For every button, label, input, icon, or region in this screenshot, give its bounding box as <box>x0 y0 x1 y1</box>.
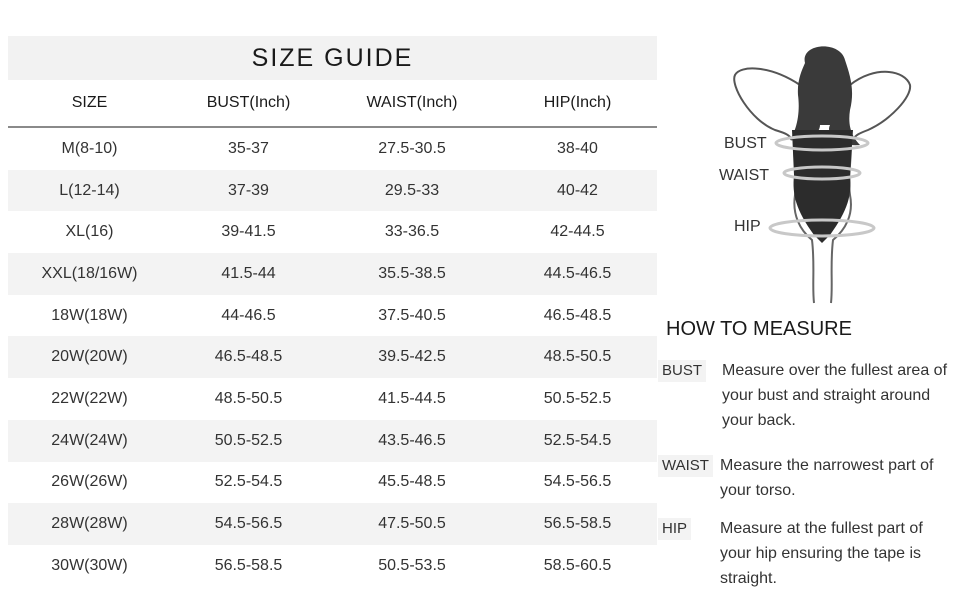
table-header <box>8 80 657 128</box>
instruction-line: your bust and straight around <box>722 387 931 404</box>
table-row <box>8 545 657 587</box>
cell-waist: 47.5-50.5 <box>378 515 446 533</box>
cell-bust: 56.5-58.5 <box>214 556 283 574</box>
cell-waist: 37.5-40.5 <box>378 306 446 324</box>
cell-size: 18W(18W) <box>51 306 128 324</box>
instruction-line: straight. <box>720 570 777 587</box>
cell-size: M(8-10) <box>61 139 118 157</box>
size-guide-table <box>8 36 657 587</box>
table-row <box>8 503 657 545</box>
instruction-label-bust: BUST <box>658 360 706 382</box>
instruction-bust <box>658 360 968 440</box>
cell-bust: 48.5-50.5 <box>214 389 283 407</box>
cell-waist: 39.5-42.5 <box>378 348 446 366</box>
cell-bust: 54.5-56.5 <box>214 515 283 533</box>
cell-hip: 58.5-60.5 <box>543 556 612 574</box>
cell-bust: 37-39 <box>228 181 269 199</box>
cell-size: XXL(18/16W) <box>41 264 138 282</box>
instruction-label-waist: WAIST <box>658 455 713 477</box>
figure-label-hip: HIP <box>734 218 761 235</box>
instruction-label-hip: HIP <box>658 518 691 540</box>
instruction-line: your hip ensuring the tape is <box>720 545 922 562</box>
cell-hip: 56.5-58.5 <box>543 515 612 533</box>
column-header-hip: HIP(Inch) <box>543 94 612 111</box>
instruction-line: Measure over the fullest area of <box>722 362 948 379</box>
cell-waist: 29.5-33 <box>384 181 440 199</box>
table-row <box>8 420 657 462</box>
instruction-line: Measure the narrowest part of <box>720 457 934 474</box>
instruction-line: your torso. <box>720 482 796 499</box>
instruction-text-hip <box>720 516 923 591</box>
column-header-size: SIZE <box>71 94 108 111</box>
table-row <box>8 295 657 337</box>
cell-hip: 40-42 <box>557 181 598 199</box>
cell-hip: 50.5-52.5 <box>543 389 612 407</box>
how-to-measure-title: HOW TO MEASURE <box>666 318 852 340</box>
instruction-line: Measure at the fullest part of <box>720 520 923 537</box>
cell-waist: 50.5-53.5 <box>378 556 446 574</box>
table-row <box>8 378 657 420</box>
instruction-waist <box>658 455 968 510</box>
cell-waist: 41.5-44.5 <box>378 389 446 407</box>
cell-waist: 33-36.5 <box>384 223 440 241</box>
cell-bust: 46.5-48.5 <box>214 348 283 366</box>
table-row <box>8 253 657 295</box>
cell-bust: 50.5-52.5 <box>214 431 283 449</box>
woman-silhouette-illustration <box>700 35 965 305</box>
figure-label-bust: BUST <box>724 135 767 152</box>
cell-bust: 52.5-54.5 <box>214 473 283 491</box>
instruction-text-waist <box>720 453 933 503</box>
cell-hip: 44.5-46.5 <box>543 264 612 282</box>
column-header-waist: WAIST(Inch) <box>366 94 458 111</box>
cell-size: 28W(28W) <box>51 515 128 533</box>
instruction-line: your back. <box>722 412 796 429</box>
cell-size: 22W(22W) <box>51 389 128 407</box>
cell-waist: 43.5-46.5 <box>378 431 446 449</box>
instruction-text-bust <box>722 358 947 433</box>
cell-waist: 45.5-48.5 <box>378 473 446 491</box>
cell-size: L(12-14) <box>59 181 120 199</box>
cell-bust: 39-41.5 <box>221 223 276 241</box>
cell-hip: 54.5-56.5 <box>543 473 612 491</box>
table-row <box>8 128 657 170</box>
body-measurement-figure <box>700 35 965 305</box>
table-row <box>8 211 657 253</box>
cell-hip: 48.5-50.5 <box>543 348 612 366</box>
cell-hip: 52.5-54.5 <box>543 431 612 449</box>
cell-bust: 35-37 <box>228 139 269 157</box>
table-body <box>8 128 657 587</box>
cell-bust: 41.5-44 <box>221 264 276 282</box>
cell-size: 26W(26W) <box>51 473 128 491</box>
cell-size: 20W(20W) <box>51 348 128 366</box>
cell-bust: 44-46.5 <box>221 306 276 324</box>
table-row <box>8 170 657 212</box>
cell-size: 24W(24W) <box>51 431 128 449</box>
figure-label-waist: WAIST <box>719 167 770 184</box>
instruction-hip <box>658 518 968 598</box>
cell-hip: 46.5-48.5 <box>543 306 612 324</box>
column-header-bust: BUST(Inch) <box>206 94 291 111</box>
cell-size: XL(16) <box>65 223 114 241</box>
cell-size: 30W(30W) <box>51 556 128 574</box>
cell-waist: 35.5-38.5 <box>378 264 446 282</box>
cell-waist: 27.5-30.5 <box>378 139 446 157</box>
cell-hip: 38-40 <box>557 139 598 157</box>
table-row <box>8 462 657 504</box>
table-row <box>8 336 657 378</box>
size-guide-title: SIZE GUIDE <box>8 36 657 80</box>
cell-hip: 42-44.5 <box>550 223 605 241</box>
